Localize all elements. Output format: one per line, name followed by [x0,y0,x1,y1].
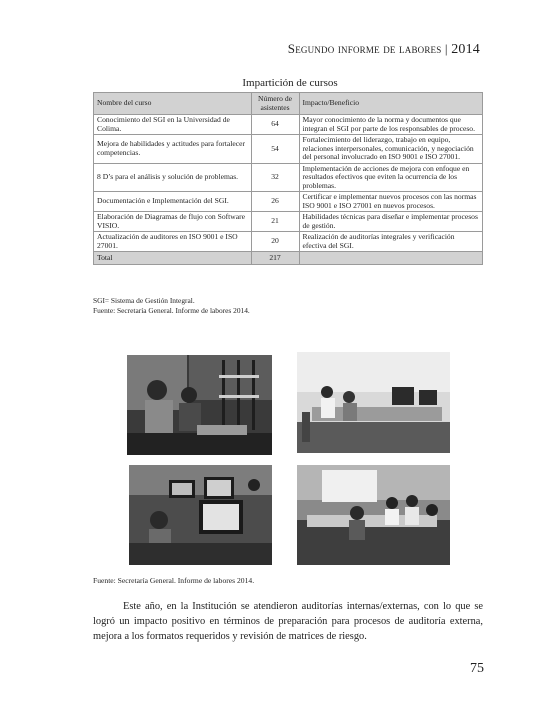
attendees-count: 21 [251,212,299,232]
courses-table [93,92,483,265]
table-notes [93,296,250,316]
table-source-note: Fuente: Secretaría General. Informe de labores 2014. [93,306,250,315]
impact-text: Realización de auditorías integrales y verificación efectiva del SGI. [299,232,483,252]
page-number: 75 [470,661,484,676]
course-name: Conocimiento del SGI en la Universidad de Colima. [94,115,252,135]
photo-workshop-3 [129,465,272,565]
column-header-attendees: Número de asistentes [251,93,299,115]
table-row [94,212,483,232]
course-name: Documentación e Implementación del SGI. [94,192,252,212]
column-header-course: Nombre del curso [94,93,252,115]
photo-workshop-1 [127,355,272,455]
attendees-count: 32 [251,163,299,192]
header-year: 2014 [451,42,480,57]
course-name: Mejora de habilidades y actitudes para fortalecer competencias. [94,135,252,164]
table-row [94,163,483,192]
attendees-count: 54 [251,135,299,164]
table-row [94,232,483,252]
running-header [288,41,480,58]
abbreviation-note: SGI= Sistema de Gestión Integral. [93,296,195,305]
total-value: 217 [251,252,299,265]
impact-text: Mayor conocimiento de la norma y documentos que integran el SGI por parte de los responsables de proceso. [299,115,483,135]
impact-text: Certificar e implementar nuevos procesos con las normas ISO 9001 e ISO 27001 en nuevos procesos. [299,192,483,212]
photo-workshop-2 [297,352,450,453]
photo-workshop-4 [297,465,450,565]
table-total-row [94,252,483,265]
total-label: Total [94,252,252,265]
course-name: Elaboración de Diagramas de flujo con Software VISIO. [94,212,252,232]
attendees-count: 20 [251,232,299,252]
table-row [94,192,483,212]
course-name: Actualización de auditores en ISO 9001 e ISO 27001. [94,232,252,252]
attendees-count: 26 [251,192,299,212]
impact-text: Implementación de acciones de mejora con enfoque en resultados efectivos que eviten la ocurrencia de los problemas. [299,163,483,192]
table-row [94,115,483,135]
impact-text: Habilidades técnicas para diseñar e implementar procesos de gestión. [299,212,483,232]
photos-caption: Fuente: Secretaría General. Informe de labores 2014. [93,576,255,585]
attendees-count: 64 [251,115,299,135]
table-header-row [94,93,483,115]
total-empty-cell [299,252,483,265]
body-paragraph: Este año, en la Institución se atendieron auditorías internas/externas, con lo que se logró un impacto positivo en términos de preparación para procesos de auditoría externa, mejora a los formatos requeridos y revisión de matrices de riesgo. [93,601,483,642]
table-title: Impartición de cursos [242,77,338,89]
header-separator: | [444,41,448,56]
column-header-impact: Impacto/Beneficio [299,93,483,115]
table-row [94,135,483,164]
impact-text: Fortalecimiento del liderazgo, trabajo en equipo, relaciones interpersonales, comunicación, y negociación del personal involucrado en ISO 9001 e ISO 27001. [299,135,483,164]
header-title: Segundo informe de labores [287,41,442,56]
course-name: 8 D’s para el análisis y solución de problemas. [94,163,252,192]
